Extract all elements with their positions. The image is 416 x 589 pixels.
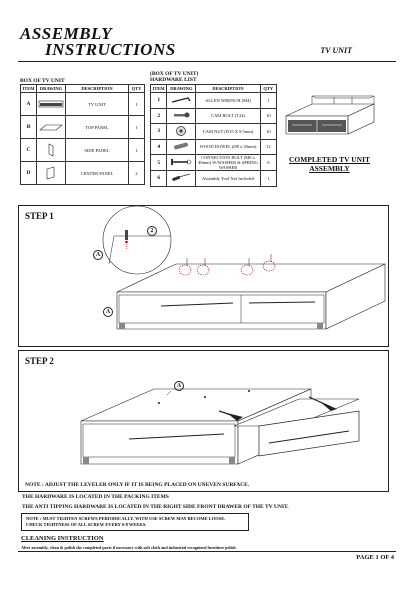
item-description: CAM NUT (D15 X 9.5mm)	[196, 124, 260, 140]
item-number: 3	[151, 124, 167, 140]
tv-unit-drawing	[37, 93, 66, 116]
hardware-table	[150, 84, 277, 187]
side-panel-drawing	[37, 139, 66, 162]
table-row	[21, 162, 145, 185]
cam-nut-icon	[167, 124, 196, 140]
product-name: TV UNIT	[320, 46, 352, 55]
box-table-caption: BOX OF TV UNIT	[20, 78, 65, 84]
warning-line2: CHECK TIGHTNESS OF ALL SCREW EVERY 6-8 WEEKS.	[26, 522, 147, 527]
item-qty: 1	[260, 171, 276, 187]
top-panel-drawing	[37, 116, 66, 139]
table-row	[151, 139, 277, 155]
footer-rule	[18, 551, 396, 552]
tighten-warning-box	[21, 513, 249, 531]
item-number: 4	[151, 139, 167, 155]
completed-caption-line2: ASSEMBLY	[309, 164, 350, 173]
callout-a: A	[174, 381, 184, 391]
table-row	[21, 139, 145, 162]
header-rule	[18, 61, 396, 62]
page-number: PAGE 1 OF 4	[356, 554, 394, 561]
item-description: CENTER PANEL	[66, 162, 129, 185]
cam-bolt-icon	[167, 108, 196, 124]
step-1-illustration	[19, 206, 388, 346]
item-letter: A	[21, 93, 37, 116]
col-qty: QTY	[129, 85, 145, 93]
completed-tv-unit-drawing	[282, 88, 377, 152]
callout-a-body: A	[103, 307, 113, 317]
table-header-row	[151, 85, 277, 93]
item-qty: 6	[260, 155, 276, 171]
step-2-illustration	[19, 351, 388, 481]
item-number: 2	[151, 108, 167, 124]
title-line1: ASSEMBLY	[20, 24, 113, 43]
callout-a: A	[93, 250, 103, 260]
completed-caption	[282, 155, 377, 173]
table-header-row	[21, 85, 145, 93]
cleaning-text: After assembly, clean & polish the completed parts if necessary with soft cloth and industrial recognized furniture polish	[21, 545, 236, 550]
item-qty: 2	[129, 162, 145, 185]
item-qty: 1	[260, 93, 276, 109]
col-drawing: DRAWING	[167, 85, 196, 93]
anti-tipping-note: THE ANTI TIPPING HARDWARE IS LOCATED IN THE RIGHT SIDE FRONT DRAWER OF THE TV UNIT.	[22, 504, 289, 510]
hardware-location-note: THE HARDWARE IS LOCATED IN THE PACKING ITEMS	[22, 494, 169, 500]
table-row	[21, 116, 145, 139]
col-item: ITEM	[21, 85, 37, 93]
screwdriver-icon	[167, 171, 196, 187]
completed-caption-line1: COMPLETED TV UNIT	[289, 155, 370, 164]
table-row	[21, 93, 145, 116]
step-2-panel	[18, 350, 389, 492]
table-row	[151, 124, 277, 140]
warning-line1: NOTE : MUST TIGHTEN SCREWS PERIODICALLY. WITH USE SCREW MAY BECOME LOOSE.	[26, 516, 226, 521]
col-description: DESCRIPTION	[196, 85, 260, 93]
item-description: TOP PANEL	[66, 116, 129, 139]
title-line2: INSTRUCTIONS	[45, 40, 176, 59]
leveler-note: NOTE : ADJUST THE LEVELER ONLY IF IT IS BEING PLACED ON UNEVEN SURFACE.	[25, 482, 250, 488]
item-number: 1	[151, 93, 167, 109]
cleaning-heading: CLEANING INSTRUCTION	[21, 535, 104, 542]
item-description: WOOD DOWEL (Ø8 x 30mm)	[196, 139, 260, 155]
center-panel-drawing	[37, 162, 66, 185]
col-item: ITEM	[151, 85, 167, 93]
item-qty: 10	[260, 124, 276, 140]
hardware-caption-line1: (BOX OF TV UNIT)	[150, 71, 199, 77]
item-description: CONNECTION BOLT (M6 x 40mm) W/WASHER & SPRING WASHER	[196, 155, 260, 171]
step-1-label: STEP 1	[25, 211, 54, 221]
table-row	[151, 108, 277, 124]
item-letter: B	[21, 116, 37, 139]
item-letter: C	[21, 139, 37, 162]
item-description: ALLEN WRENCH (M4)	[196, 93, 260, 109]
item-qty: 1	[129, 139, 145, 162]
item-number: 6	[151, 171, 167, 187]
hardware-caption-line2: HARDWARE LIST	[150, 77, 197, 83]
table-row	[151, 171, 277, 187]
item-qty: 12	[260, 139, 276, 155]
col-drawing: DRAWING	[37, 85, 66, 93]
table-row	[151, 93, 277, 109]
connection-bolt-icon	[167, 155, 196, 171]
step-1-panel	[18, 205, 389, 347]
callout-2: 2	[147, 226, 157, 236]
allen-wrench-icon	[167, 93, 196, 109]
table-row	[151, 155, 277, 171]
col-qty: QTY	[260, 85, 276, 93]
item-description: TV UNIT	[66, 93, 129, 116]
step-2-label: STEP 2	[25, 356, 54, 366]
box-parts-table	[20, 84, 145, 185]
item-description: SIDE PANEL	[66, 139, 129, 162]
item-qty: 10	[260, 108, 276, 124]
item-qty: 1	[129, 93, 145, 116]
item-number: 5	[151, 155, 167, 171]
item-letter: D	[21, 162, 37, 185]
wood-dowel-icon	[167, 139, 196, 155]
item-qty: 1	[129, 116, 145, 139]
col-description: DESCRIPTION	[66, 85, 129, 93]
item-description: CAM BOLT (T24)	[196, 108, 260, 124]
item-description: Assembly Tool Not Included	[196, 171, 260, 187]
